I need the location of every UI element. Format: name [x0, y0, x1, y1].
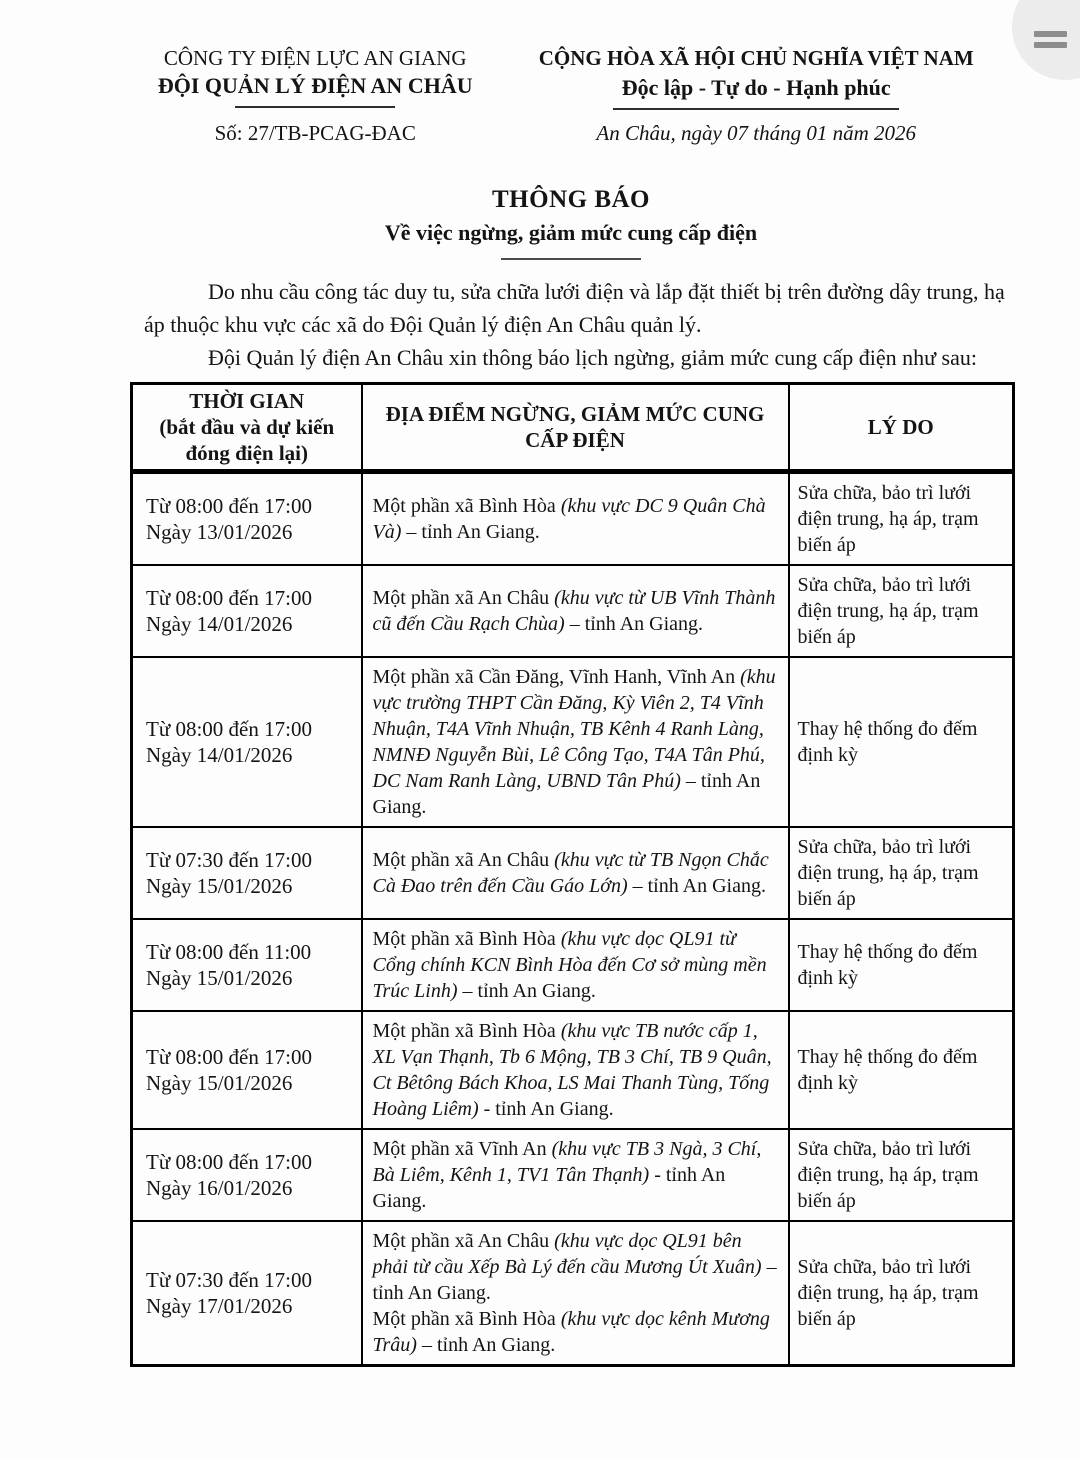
- outage-date: Ngày 15/01/2026: [146, 966, 293, 990]
- location-cell: Một phần xã An Châu (khu vực từ TB Ngọn Chắc Cà Đao trên đến Cầu Gáo Lớn) – tỉnh An Giang.: [362, 827, 789, 919]
- location-cell: Một phần xã An Châu (khu vực dọc QL91 bên phải từ cầu Xếp Bà Lý đến cầu Mương Út Xuân) – tỉnh An Giang. Một phần xã Bình Hòa (khu vực dọc kênh Mương Trâu) – tỉnh An Giang.: [362, 1221, 789, 1366]
- national-title: CỘNG HÒA XÃ HỘI CHỦ NGHĨA VIỆT NAM: [538, 46, 974, 70]
- title-divider: [501, 258, 641, 260]
- reason-cell: Sửa chữa, bảo trì lưới điện trung, hạ áp, trạm biến áp: [789, 472, 1014, 566]
- time-range: Từ 08:00 đến 17:00: [146, 586, 312, 610]
- header-reason: LÝ DO: [789, 384, 1014, 472]
- reason-cell: Sửa chữa, bảo trì lưới điện trung, hạ áp, trạm biến áp: [789, 1221, 1014, 1366]
- reason-cell: Thay hệ thống đo đếm định kỳ: [789, 919, 1014, 1011]
- unit-name: ĐỘI QUẢN LÝ ĐIỆN AN CHÂU: [157, 73, 473, 98]
- notice-title-block: [130, 186, 1012, 260]
- header-time: [132, 384, 362, 472]
- table-row: [132, 472, 1014, 566]
- intro-paragraph-1: Do nhu cầu công tác duy tu, sửa chữa lưới điện và lắp đặt thiết bị trên đường dây trung, hạ áp thuộc khu vực các xã do Đội Quản lý điện An Châu quản lý.: [144, 279, 1005, 337]
- time-range: Từ 08:00 đến 17:00: [146, 494, 312, 518]
- reason-cell: Thay hệ thống đo đếm định kỳ: [789, 657, 1014, 827]
- official-notice: [130, 46, 1012, 1367]
- time-range: Từ 08:00 đến 17:00: [146, 1150, 312, 1174]
- time-range: Từ 08:00 đến 17:00: [146, 1045, 312, 1069]
- table-row: [132, 1221, 1014, 1366]
- header-time-line1: THỜI GIAN: [189, 389, 305, 413]
- national-header-block: [500, 46, 1012, 146]
- company-name: CÔNG TY ĐIỆN LỰC AN GIANG: [163, 46, 467, 70]
- motto-divider: [613, 108, 899, 110]
- reason-cell: Sửa chữa, bảo trì lưới điện trung, hạ áp, trạm biến áp: [789, 827, 1014, 919]
- outage-date: Ngày 14/01/2026: [146, 743, 293, 767]
- org-divider: [235, 106, 395, 108]
- outage-table-body: [132, 472, 1014, 1366]
- location-cell: Một phần xã Bình Hòa (khu vực TB nước cấp 1, XL Vạn Thạnh, Tb 6 Mộng, TB 3 Chí, TB 9 Quân, Ct Bêtông Bách Khoa, LS Mai Thanh Tùng, Tống Hoàng Liêm) - tỉnh An Giang.: [362, 1011, 789, 1129]
- table-row: [132, 827, 1014, 919]
- table-header-row: [132, 384, 1014, 472]
- menu-button[interactable]: [1012, 0, 1080, 80]
- notice-title: THÔNG BÁO: [492, 186, 650, 213]
- time-cell: [132, 827, 362, 919]
- outage-schedule-table: [130, 382, 1015, 1367]
- national-motto: Độc lập - Tự do - Hạnh phúc: [621, 75, 891, 100]
- location-cell: Một phần xã Cần Đăng, Vĩnh Hanh, Vĩnh An (khu vực trường THPT Cần Đăng, Kỳ Viên 2, T4 Vĩnh Nhuận, T4A Vĩnh Nhuận, TB Kênh 4 Ranh Làng, NMNĐ Nguyễn Bùi, Lê Công Tạo, T4A Tân Phú, DC Nam Ranh Làng, UBND Tân Phú) – tỉnh An Giang.: [362, 657, 789, 827]
- location-cell: Một phần xã An Châu (khu vực từ UB Vĩnh Thành cũ đến Cầu Rạch Chùa) – tỉnh An Giang.: [362, 565, 789, 657]
- document-number: Số: 27/TB-PCAG-ĐAC: [214, 121, 416, 145]
- time-cell: [132, 472, 362, 566]
- time-cell: [132, 919, 362, 1011]
- table-row: [132, 565, 1014, 657]
- reason-cell: Sửa chữa, bảo trì lưới điện trung, hạ áp, trạm biến áp: [789, 1129, 1014, 1221]
- time-cell: [132, 565, 362, 657]
- reason-cell: Sửa chữa, bảo trì lưới điện trung, hạ áp, trạm biến áp: [789, 565, 1014, 657]
- location-cell: Một phần xã Vĩnh An (khu vực TB 3 Ngà, 3 Chí, Bà Liêm, Kênh 1, TV1 Tân Thạnh) - tỉnh An Giang.: [362, 1129, 789, 1221]
- outage-date: Ngày 15/01/2026: [146, 1071, 293, 1095]
- time-range: Từ 07:30 đến 17:00: [146, 848, 312, 872]
- time-cell: [132, 657, 362, 827]
- outage-date: Ngày 15/01/2026: [146, 874, 293, 898]
- outage-date: Ngày 13/01/2026: [146, 520, 293, 544]
- time-range: Từ 07:30 đến 17:00: [146, 1268, 312, 1292]
- table-row: [132, 657, 1014, 827]
- table-row: [132, 919, 1014, 1011]
- place-and-date: An Châu, ngày 07 tháng 01 năm 2026: [596, 121, 917, 145]
- time-cell: [132, 1011, 362, 1129]
- time-range: Từ 08:00 đến 17:00: [146, 717, 312, 741]
- table-row: [132, 1129, 1014, 1221]
- intro-paragraph-2: Đội Quản lý điện An Châu xin thông báo lịch ngừng, giảm mức cung cấp điện như sau:: [208, 345, 977, 370]
- header-time-line2: (bắt đầu và dự kiến đóng điện lại): [159, 415, 335, 465]
- time-cell: [132, 1221, 362, 1366]
- location-cell: Một phần xã Bình Hòa (khu vực DC 9 Quân Chà Và) – tỉnh An Giang.: [362, 472, 789, 566]
- time-cell: [132, 1129, 362, 1221]
- outage-date: Ngày 16/01/2026: [146, 1176, 293, 1200]
- issuing-org-block: [130, 46, 500, 146]
- outage-date: Ngày 14/01/2026: [146, 612, 293, 636]
- time-range: Từ 08:00 đến 11:00: [146, 940, 312, 964]
- outage-date: Ngày 17/01/2026: [146, 1294, 293, 1318]
- location-cell: Một phần xã Bình Hòa (khu vực dọc QL91 từ Cổng chính KCN Bình Hòa đến Cơ sở mùng mền Trúc Linh) – tỉnh An Giang.: [362, 919, 789, 1011]
- letterhead: [130, 46, 1012, 146]
- table-row: [132, 1011, 1014, 1129]
- reason-cell: Thay hệ thống đo đếm định kỳ: [789, 1011, 1014, 1129]
- notice-subtitle: Về việc ngừng, giảm mức cung cấp điện: [384, 220, 758, 245]
- header-location: ĐỊA ĐIỂM NGỪNG, GIẢM MỨC CUNG CẤP ĐIỆN: [362, 384, 789, 472]
